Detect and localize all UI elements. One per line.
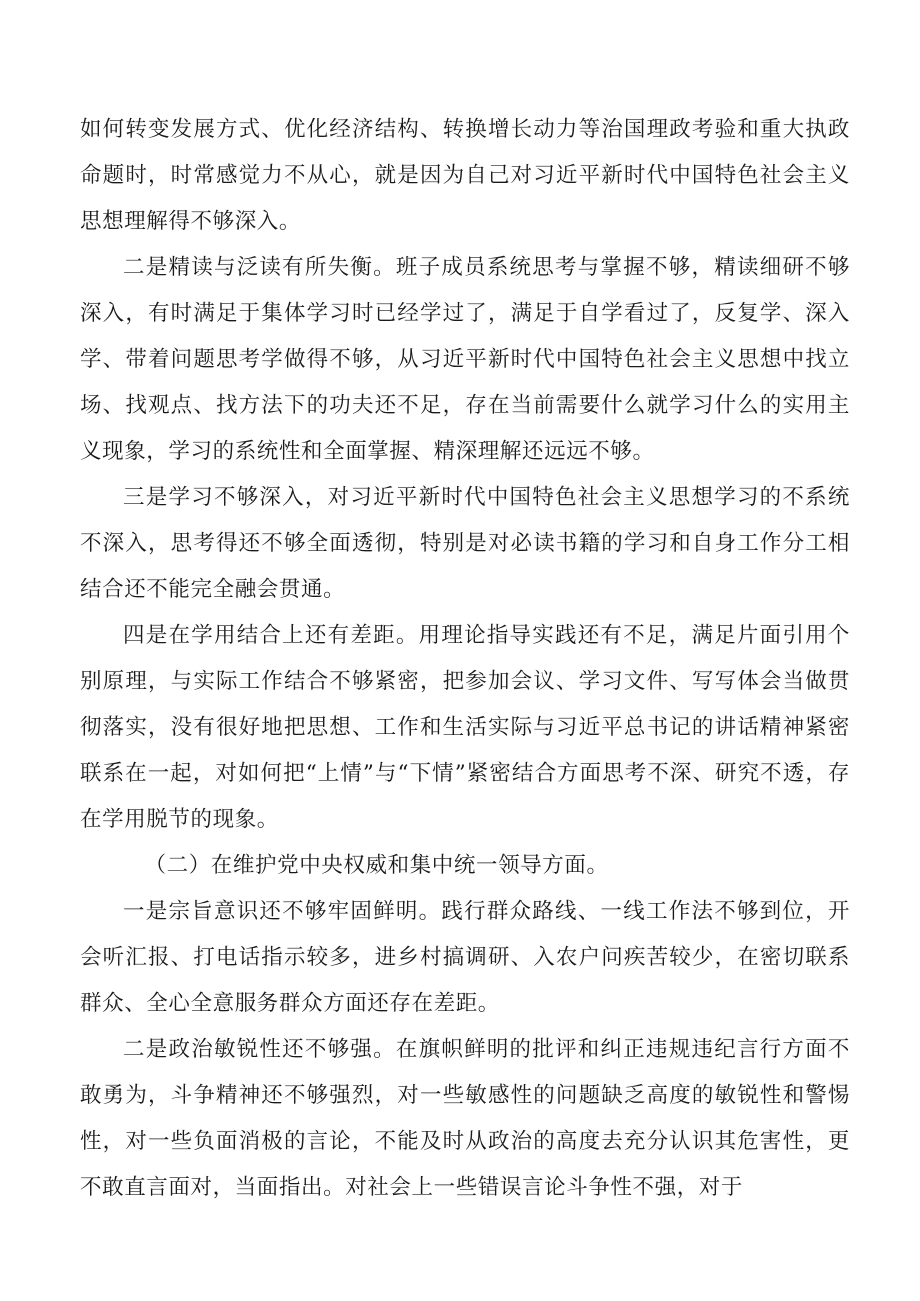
paragraph-point-two-political-sensitivity: 二是政治敏锐性还不够强。在旗帜鲜明的批评和纠正违规违纪言行方面不敢勇为，斗争精神还不够强烈，对一些敏感性的问题缺乏高度的敏锐性和警惕性，对一些负面消极的言论，不能及时从政治的高度去充分认识其危害性，更不敢直言面对，当面指出。对社会上一些错误言论斗争性不强，对于	[80, 1037, 850, 1200]
paragraph-point-one-purpose-awareness: 一是宗旨意识还不够牢固鲜明。践行群众路线、一线工作法不够到位，开会听汇报、打电话指示较多，进乡村搞调研、入农户问疾苦较少，在密切联系群众、全心全意服务群众方面还存在差距。	[80, 899, 850, 1016]
paragraph-point-two-reading-balance: 二是精读与泛读有所失衡。班子成员系统思考与掌握不够，精读细研不够深入，有时满足于集体学习时已经学过了，满足于自学看过了，反复学、深入学、带着问题思考学做得不够，从习近平新时代中国特色社会主义思想中找立场、找观点、找方法下的功夫还不足，存在当前需要什么就学习什么的实用主义现象，学习的系统性和全面掌握、精深理解还远远不够。	[80, 255, 850, 464]
paragraph-point-four-study-application: 四是在学用结合上还有差距。用理论指导实践还有不足，满足片面引用个别原理，与实际工作结合不够紧密，把参加会议、学习文件、写写体会当做贯彻落实，没有很好地把思想、工作和生活实际与习近平总书记的讲话精神紧密联系在一起，对如何把“上情”与“下情”紧密结合方面思考不深、研究不透，存在学用脱节的现象。	[80, 623, 850, 832]
paragraph-point-three-study-depth: 三是学习不够深入，对习近平新时代中国特色社会主义思想学习的不系统不深入，思考得还不够全面透彻，特别是对必读书籍的学习和自身工作分工相结合还不能完全融会贯通。	[80, 485, 850, 602]
document-body	[80, 107, 850, 1211]
paragraph-continuation: 如何转变发展方式、优化经济结构、转换增长动力等治国理政考验和重大执政命题时，时常感觉力不从心，就是因为自己对习近平新时代中国特色社会主义思想理解得不够深入。	[80, 117, 850, 234]
section-heading: （二）在维护党中央权威和集中统一领导方面。	[144, 853, 609, 878]
